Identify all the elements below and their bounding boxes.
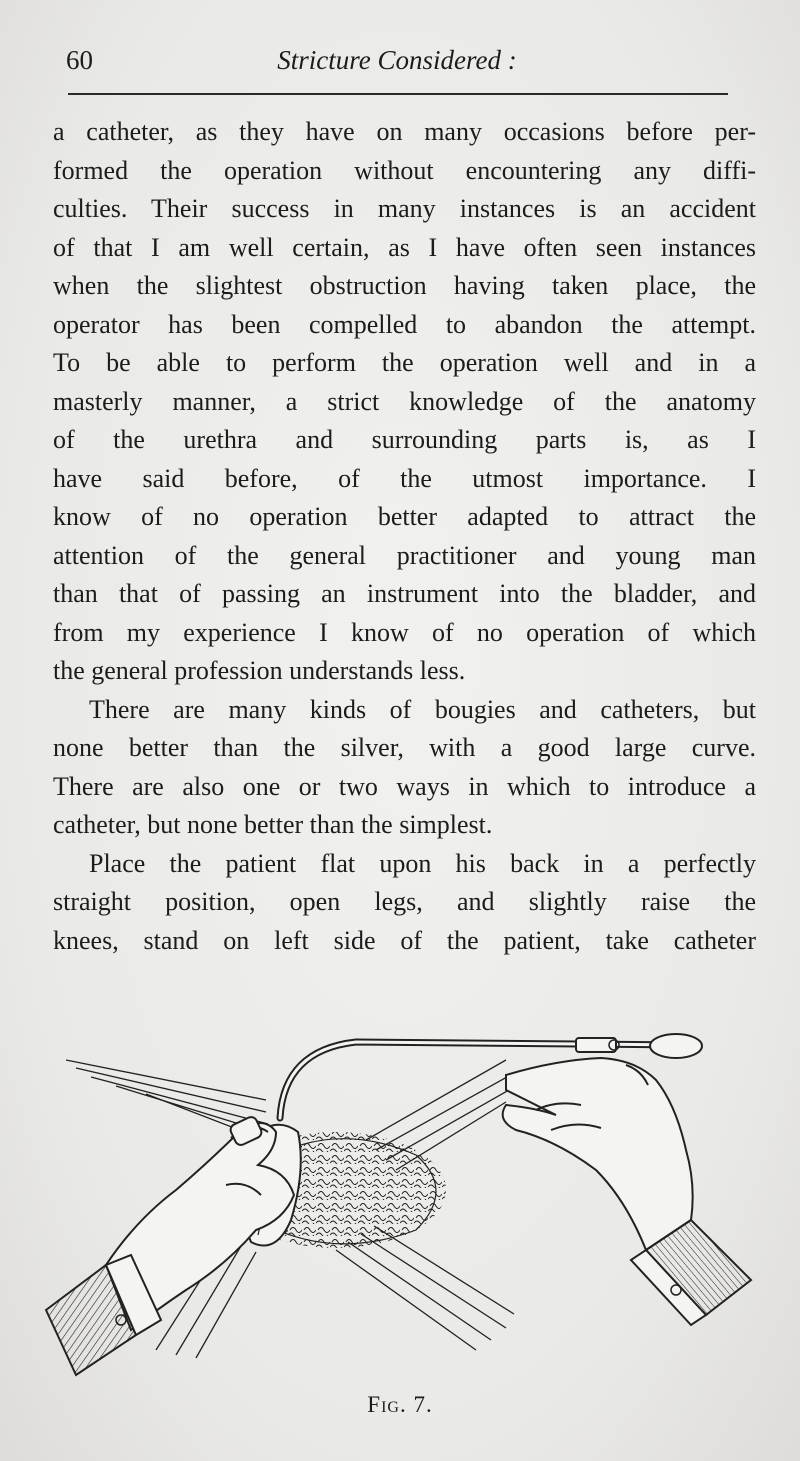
text-line: knees, stand on left side of the patient, take catheter [53, 925, 756, 955]
text-line: none better than the silver, with a good large curve. [53, 733, 756, 762]
text-line: attention of the general practitioner and young man [53, 540, 756, 570]
figure-illustration [36, 1020, 766, 1380]
text-line: than that of passing an instrument into the bladder, and [53, 579, 756, 608]
paragraph-1 [53, 113, 756, 691]
text-line: operator has been compelled to abandon the attempt. [53, 309, 756, 339]
running-head [66, 40, 728, 80]
text-line: from my experience I know of no operation of which [53, 617, 756, 647]
text-line: know of no operation better adapted to attract the [53, 502, 756, 531]
text-line: formed the operation without encountering any diffi- [53, 155, 756, 185]
right-hand [503, 1058, 693, 1250]
text-line: have said before, of the utmost importance. I [53, 463, 756, 493]
text-line: There are many kinds of bougies and catheters, but [89, 694, 756, 724]
text-line: masterly manner, a strict knowledge of the anatomy [53, 386, 756, 416]
text-line: There are also one or two ways in which to introduce a [53, 771, 756, 801]
catheter-engraving [36, 1020, 766, 1380]
running-title: Stricture Considered : [277, 45, 517, 75]
text-line: straight position, open legs, and slightly raise the [53, 887, 756, 916]
paragraph-2 [53, 691, 756, 845]
text-line: a catheter, as they have on many occasions before per- [53, 117, 756, 146]
header-rule [68, 93, 728, 95]
text-line: of the urethra and surrounding parts is, as I [53, 425, 756, 454]
text-line: of that I am well certain, as I have often seen instances [53, 232, 756, 262]
text-line: when the slightest obstruction having taken place, the [53, 271, 756, 300]
text-line: catheter, but none better than the simplest. [53, 810, 493, 839]
figure-caption: Fig. 7. [367, 1392, 433, 1417]
page-number: 60 [66, 45, 93, 75]
body-text [53, 113, 756, 960]
text-line: To be able to perform the operation well and in a [53, 348, 756, 377]
text-line: Place the patient flat upon his back in a perfectly [89, 848, 756, 878]
text-line: culties. Their success in many instances is an accident [53, 194, 756, 223]
text-line: the general profession understands less. [53, 656, 466, 685]
paragraph-3 [53, 845, 756, 961]
